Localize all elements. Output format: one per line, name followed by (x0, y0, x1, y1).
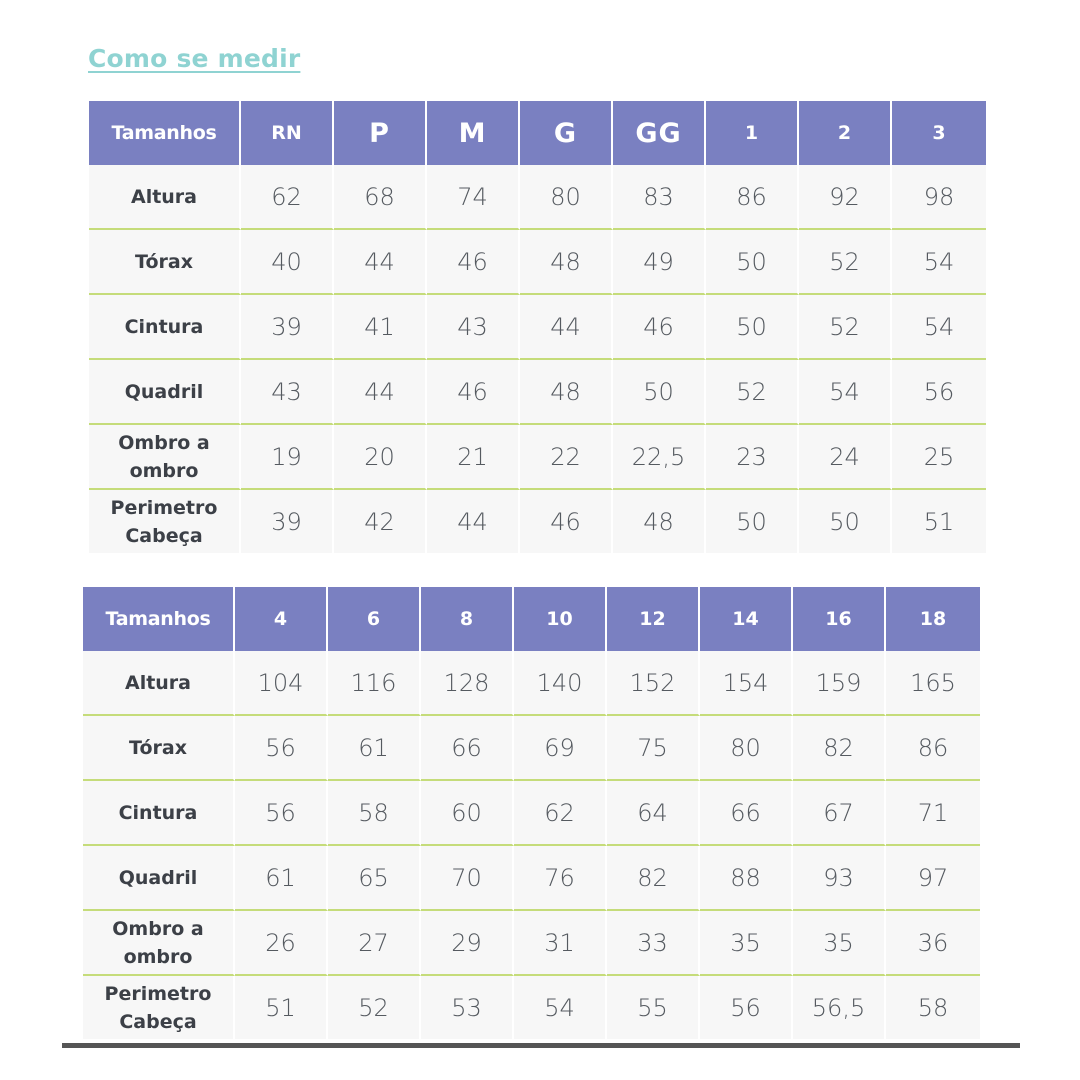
row-label-cell (83, 651, 235, 716)
measurement-cell: 88 (700, 846, 793, 911)
size-header: 16 (793, 587, 886, 651)
row-label-cell (83, 716, 235, 781)
size-header: 8 (421, 587, 514, 651)
measurement-cell: 29 (421, 911, 514, 976)
measurement-cell: 48 (520, 230, 613, 295)
header-label: Tamanhos (83, 587, 235, 651)
measurement-cell: 76 (514, 846, 607, 911)
measurement-cell: 20 (334, 425, 427, 490)
row-label: Cintura (124, 315, 204, 338)
measurement-cell: 83 (613, 165, 706, 230)
measurement-cell: 62 (514, 781, 607, 846)
measurement-cell: 62 (241, 165, 334, 230)
measurement-cell: 65 (328, 846, 421, 911)
measurement-cell: 41 (334, 295, 427, 360)
measurement-cell: 39 (241, 295, 334, 360)
measurement-cell: 44 (427, 490, 520, 553)
measurement-cell: 61 (235, 846, 328, 911)
measurement-cell: 54 (892, 295, 986, 360)
measurement-cell: 49 (613, 230, 706, 295)
measurement-cell: 25 (892, 425, 986, 490)
row-label-cell (83, 846, 235, 911)
measurement-cell: 154 (700, 651, 793, 716)
measurement-cell: 56,5 (793, 976, 886, 1039)
como-se-medir-link[interactable]: Como se medir (88, 44, 301, 73)
row-label-cell (89, 230, 241, 295)
measurement-cell: 74 (427, 165, 520, 230)
table-row (89, 425, 986, 490)
measurement-cell: 51 (892, 490, 986, 553)
measurement-cell: 26 (235, 911, 328, 976)
measurement-cell: 159 (793, 651, 886, 716)
measurement-cell: 51 (235, 976, 328, 1039)
measurement-cell: 128 (421, 651, 514, 716)
table-row (89, 360, 986, 425)
measurement-cell: 39 (241, 490, 334, 553)
row-label-cell (83, 781, 235, 846)
size-table-kids (83, 587, 980, 1039)
measurement-cell: 56 (700, 976, 793, 1039)
row-label: Quadril (118, 866, 198, 889)
measurement-cell: 58 (328, 781, 421, 846)
size-header: G (520, 101, 613, 165)
size-header: P (334, 101, 427, 165)
row-label-cell (89, 425, 241, 490)
measurement-cell: 31 (514, 911, 607, 976)
measurement-cell: 55 (607, 976, 700, 1039)
measurement-cell: 104 (235, 651, 328, 716)
table-header-row (83, 587, 980, 651)
measurement-cell: 82 (793, 716, 886, 781)
row-label: Tórax (135, 250, 193, 273)
measurement-cell: 52 (706, 360, 799, 425)
measurement-cell: 66 (421, 716, 514, 781)
measurement-cell: 44 (334, 360, 427, 425)
measurement-cell: 48 (520, 360, 613, 425)
table-row (83, 716, 980, 781)
measurement-cell: 92 (799, 165, 892, 230)
measurement-cell: 43 (241, 360, 334, 425)
measurement-cell: 64 (607, 781, 700, 846)
measurement-cell: 19 (241, 425, 334, 490)
row-label-cell (83, 911, 235, 976)
measurement-cell: 68 (334, 165, 427, 230)
header-label: Tamanhos (89, 101, 241, 165)
measurement-cell: 50 (799, 490, 892, 553)
row-label: Cintura (118, 801, 198, 824)
row-label: Tórax (129, 736, 187, 759)
measurement-cell: 35 (793, 911, 886, 976)
measurement-cell: 116 (328, 651, 421, 716)
table-row (89, 490, 986, 553)
measurement-cell: 152 (607, 651, 700, 716)
size-header: 18 (886, 587, 980, 651)
table-row (83, 976, 980, 1039)
measurement-cell: 40 (241, 230, 334, 295)
row-label: Ombro a ombro (118, 431, 210, 482)
row-label: Perimetro Cabeça (104, 982, 212, 1033)
size-header: 12 (607, 587, 700, 651)
measurement-cell: 44 (520, 295, 613, 360)
row-label: Altura (130, 185, 198, 208)
measurement-cell: 86 (886, 716, 980, 781)
table-row (89, 165, 986, 230)
measurement-cell: 33 (607, 911, 700, 976)
measurement-cell: 54 (892, 230, 986, 295)
measurement-cell: 165 (886, 651, 980, 716)
measurement-cell: 69 (514, 716, 607, 781)
size-header: GG (613, 101, 706, 165)
table-row (89, 295, 986, 360)
size-header: 3 (892, 101, 986, 165)
row-label-cell (89, 360, 241, 425)
measurement-cell: 93 (793, 846, 886, 911)
row-label: Ombro a ombro (112, 917, 204, 968)
row-label: Quadril (124, 380, 204, 403)
table-row (83, 911, 980, 976)
measurement-cell: 53 (421, 976, 514, 1039)
table-header-row (89, 101, 986, 165)
table-body (83, 651, 980, 1039)
measurement-cell: 86 (706, 165, 799, 230)
measurement-cell: 75 (607, 716, 700, 781)
measurement-cell: 54 (799, 360, 892, 425)
measurement-cell: 98 (892, 165, 986, 230)
measurement-cell: 21 (427, 425, 520, 490)
measurement-cell: 50 (613, 360, 706, 425)
measurement-cell: 43 (427, 295, 520, 360)
measurement-cell: 56 (235, 716, 328, 781)
measurement-cell: 50 (706, 490, 799, 553)
table-row (89, 230, 986, 295)
measurement-cell: 54 (514, 976, 607, 1039)
measurement-cell: 80 (700, 716, 793, 781)
size-header: M (427, 101, 520, 165)
row-label: Altura (124, 671, 192, 694)
measurement-cell: 60 (421, 781, 514, 846)
measurement-cell: 70 (421, 846, 514, 911)
measurement-cell: 23 (706, 425, 799, 490)
measurement-cell: 50 (706, 230, 799, 295)
table-row (83, 846, 980, 911)
measurement-cell: 35 (700, 911, 793, 976)
measurement-cell: 44 (334, 230, 427, 295)
measurement-cell: 48 (613, 490, 706, 553)
measurement-cell: 61 (328, 716, 421, 781)
size-header: 2 (799, 101, 892, 165)
measurement-cell: 22 (520, 425, 613, 490)
measurement-cell: 52 (799, 230, 892, 295)
row-label-cell (89, 490, 241, 553)
measurement-cell: 82 (607, 846, 700, 911)
measurement-cell: 42 (334, 490, 427, 553)
table-row (83, 781, 980, 846)
table-row (83, 651, 980, 716)
size-header: 10 (514, 587, 607, 651)
measurement-cell: 22,5 (613, 425, 706, 490)
measurement-cell: 71 (886, 781, 980, 846)
table-body (89, 165, 986, 553)
row-label-cell (83, 976, 235, 1039)
measurement-cell: 24 (799, 425, 892, 490)
measurement-cell: 46 (427, 230, 520, 295)
measurement-cell: 50 (706, 295, 799, 360)
size-header: 6 (328, 587, 421, 651)
measurement-cell: 56 (892, 360, 986, 425)
measurement-cell: 58 (886, 976, 980, 1039)
size-header: 4 (235, 587, 328, 651)
size-header: 1 (706, 101, 799, 165)
row-label: Perimetro Cabeça (110, 496, 218, 547)
measurement-cell: 66 (700, 781, 793, 846)
measurement-cell: 27 (328, 911, 421, 976)
measurement-cell: 46 (613, 295, 706, 360)
row-label-cell (89, 165, 241, 230)
row-label-cell (89, 295, 241, 360)
measurement-cell: 67 (793, 781, 886, 846)
measurement-cell: 36 (886, 911, 980, 976)
size-header: 14 (700, 587, 793, 651)
bottom-divider (62, 1043, 1020, 1048)
measurement-cell: 52 (799, 295, 892, 360)
measurement-cell: 97 (886, 846, 980, 911)
measurement-cell: 52 (328, 976, 421, 1039)
measurement-cell: 140 (514, 651, 607, 716)
measurement-cell: 56 (235, 781, 328, 846)
size-table-baby (89, 101, 986, 553)
size-header: RN (241, 101, 334, 165)
measurement-cell: 46 (427, 360, 520, 425)
measurement-cell: 46 (520, 490, 613, 553)
measurement-cell: 80 (520, 165, 613, 230)
